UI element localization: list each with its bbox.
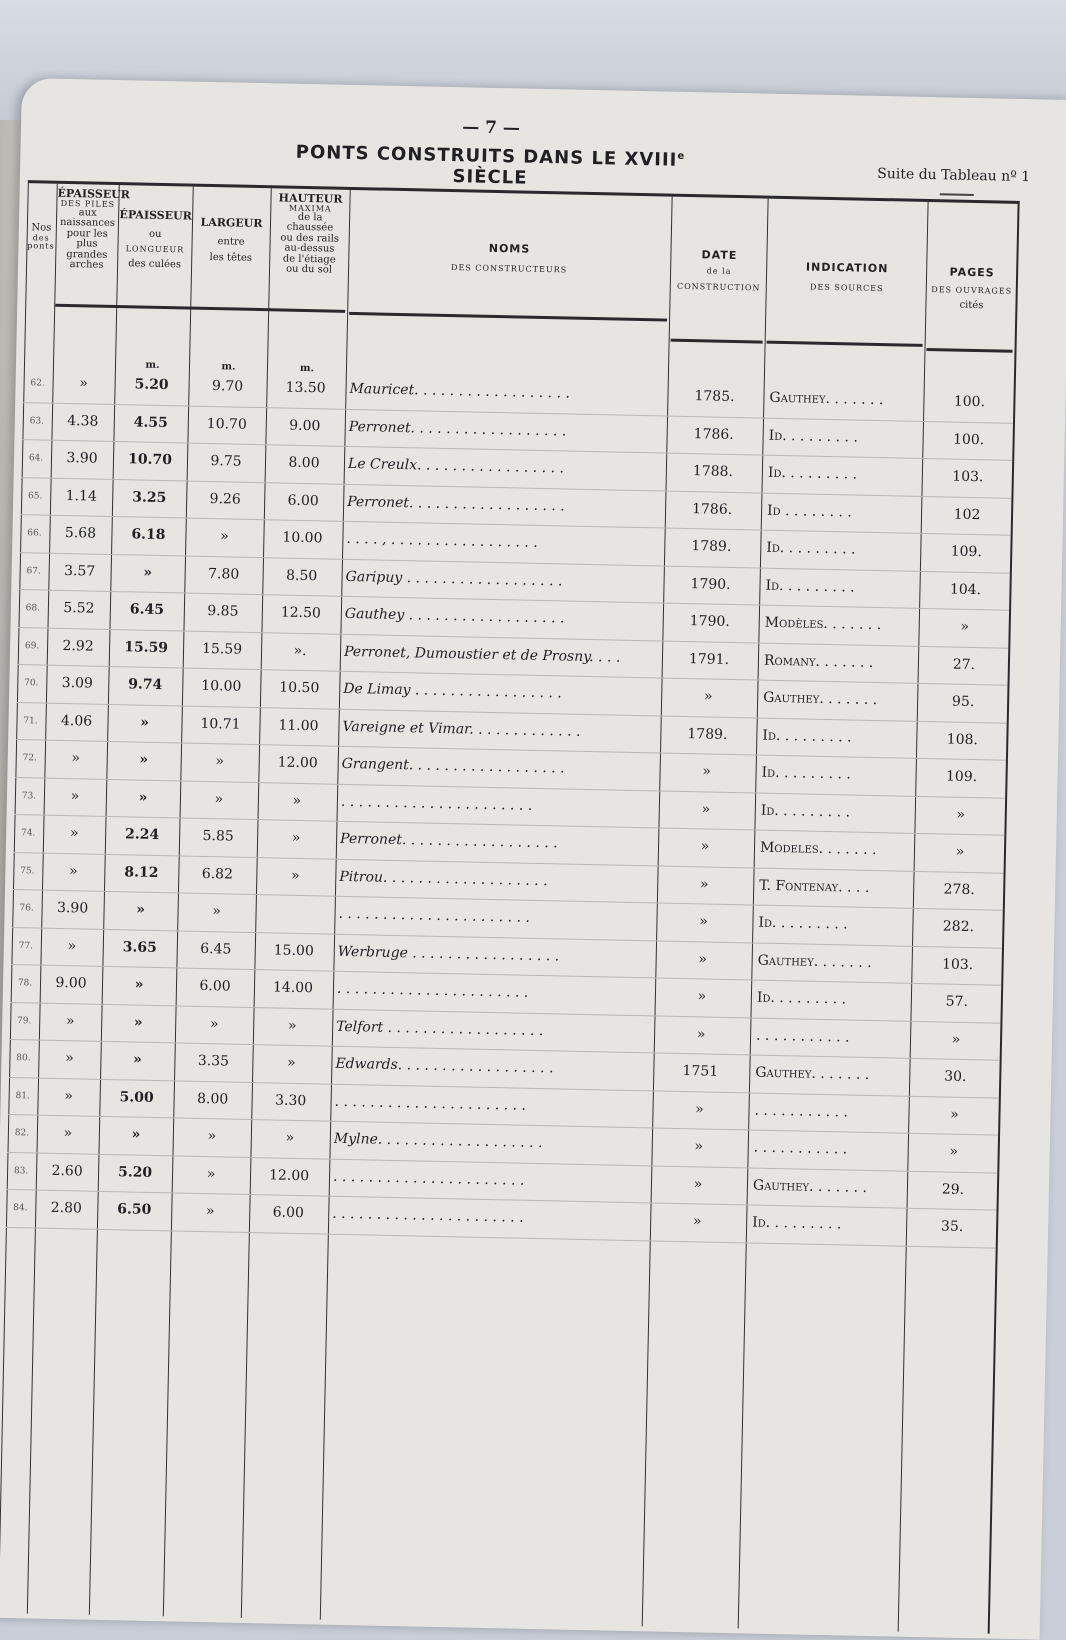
width-cell: » [212,903,222,920]
source-cell: Gauthey. . . . . . . [763,689,878,709]
header-width: LARGEUR entre les têtes [200,215,263,264]
width-cell: 9.85 [207,602,239,620]
construction-date-cell: 1786. [693,425,734,443]
page-reference-cell: 278. [943,880,975,898]
source-cell: . . . . . . . . . . . [754,1102,849,1121]
bridge-number: 68. [25,603,41,614]
page-reference-cell: 103. [952,468,984,486]
bridge-number: 72. [22,753,38,764]
height-cell: 14.00 [272,979,314,997]
abutment-thickness-cell: 10.70 [127,451,173,469]
header-number: Nos des ponts [27,222,55,251]
bridge-number: 81. [15,1090,30,1101]
source-cell: T. Fontenay. . . . [759,877,870,896]
page-reference-cell: 95. [951,693,975,711]
constructor-name-cell: Gauthey . . . . . . . . . . . . . . . . . . [344,605,565,627]
page-reference-cell: » [951,1031,961,1048]
constructor-name-cell: Perronet. . . . . . . . . . . . . . . . . . [347,493,565,514]
bridge-number: 73. [21,790,37,801]
width-cell: 10.71 [200,715,241,733]
height-cell: 15.00 [273,941,314,959]
abutment-thickness-cell: 6.50 [117,1201,152,1218]
page-reference-cell: 100. [952,431,985,448]
construction-date-cell: » [693,1175,703,1192]
bridge-number: 79. [16,1015,32,1026]
pier-thickness-cell: 3.90 [66,450,98,467]
page-reference-cell: 30. [943,1068,967,1085]
construction-date-cell: 1751 [682,1063,719,1080]
construction-date-cell: » [696,1025,706,1043]
construction-date-cell: » [699,913,708,930]
source-cell: . . . . . . . . . . . [755,1027,850,1046]
constructor-name-cell: Garipuy . . . . . . . . . . . . . . . . . . [345,568,563,589]
construction-date-cell: 1785. [694,388,735,405]
abutment-thickness-cell: » [131,1126,141,1143]
source-cell: Id. . . . . . . . . [761,764,851,783]
abutment-thickness-cell: 2.24 [124,826,160,844]
abutment-thickness-cell: » [139,714,150,731]
source-cell: Id. . . . . . . . . [765,577,855,596]
pier-thickness-cell: 4.38 [67,412,99,430]
constructor-name-cell: . . . . , . . . . . . . . . . . . . . . . . [346,530,538,551]
height-cell: » [285,1129,295,1146]
constructor-name-cell: . . . . . . . . . . . . . . . . . . . . . . [334,1093,527,1114]
construction-date-cell: 1791. [688,650,730,668]
source-cell: Romany. . . . . . . [763,652,874,671]
bridge-number: 74. [20,828,36,839]
width-cell: 6.45 [200,940,232,958]
construction-date-cell: » [701,800,711,818]
height-cell: 6.00 [272,1204,305,1222]
source-cell: Id. . . . . . . . . [768,427,859,446]
pier-thickness-cell: 1.14 [65,487,98,505]
bridge-number: 65. [27,490,43,502]
abutment-thickness-cell: 5.00 [119,1088,154,1106]
constructor-name-cell: Perronet, Dumoustier et de Prosny. . . . [343,643,621,666]
height-cell: 12.50 [280,604,322,622]
abutment-thickness-cell: » [132,1051,143,1068]
constructor-name-cell: Werbruge . . . . . . . . . . . . . . . . . [337,943,560,964]
height-cell [257,904,333,906]
height-cell: 3.30 [274,1092,307,1109]
abutment-thickness-cell: 3.25 [132,488,167,506]
header-height: HAUTEUR MAXIMA de la chaussée ou des rails au-dessus de l'étiage ou du sol [278,191,343,276]
source-cell: Id. . . . . . . . . [767,464,858,483]
page-reference-cell: 109. [950,543,983,561]
header-names: NOMS DES CONSTRUCTEURS [450,241,568,275]
abutment-thickness-cell: » [138,789,148,806]
height-cell: 6.00 [287,492,319,509]
height-cell: 10.50 [279,679,320,697]
construction-date-cell: » [698,950,708,968]
construction-date-cell: 1789. [687,725,728,743]
abutment-thickness-cell: » [136,901,146,918]
pier-thickness-cell: » [71,750,81,767]
width-cell: 10.70 [206,415,248,433]
height-cell: » [292,792,302,809]
pier-thickness-cell: » [67,937,77,954]
page-reference-cell: 103. [941,955,974,973]
bridge-number: 63. [29,415,45,427]
abutment-thickness-cell: 5.20 [117,1163,153,1181]
source-cell: Id. . . . . . . . . [758,914,848,933]
source-cell: Gauthey. . . . . . . [752,1177,868,1196]
pier-thickness-cell: » [79,375,89,392]
width-cell: » [209,1015,219,1032]
page-reference-cell: 102 [953,506,981,523]
page-reference-cell: » [955,843,965,860]
width-cell: » [214,790,224,807]
page-reference-cell: » [960,618,970,635]
page-reference-cell: 29. [941,1181,965,1198]
header-rule [767,341,923,347]
table-body [6,365,1014,1248]
width-cell: » [207,1128,217,1145]
constructor-name-cell: . . . . . . . . . . . . . . . . . . . . . . [338,905,531,926]
height-cell: 8.50 [285,567,318,584]
width-cell: 15.59 [201,640,243,658]
constructor-name-cell: Le Creulx. . . . . . . . . . . . . . . . . [347,455,565,477]
header-rule [926,348,1012,353]
ornament-rule [940,193,974,196]
height-cell: » [287,1017,297,1034]
pier-thickness-cell: 5.68 [64,524,97,542]
height-cell: 8.00 [288,454,320,472]
constructor-name-cell: Perronet. . . . . . . . . . . . . . . . . . [339,830,558,852]
source-cell: Id. . . . . . . . . [756,989,847,1008]
construction-date-cell: 1789. [691,538,732,555]
width-cell: 7.80 [207,565,240,583]
source-cell: Gauthey. . . . . . . [755,1064,870,1083]
construction-date-cell: 1788. [692,463,734,480]
width-cell: 6.82 [201,865,234,883]
bridge-number: 75. [20,865,35,876]
constructor-name-cell: Grangent. . . . . . . . . . . . . . . . . . [341,755,565,777]
pier-thickness-cell: » [70,787,80,804]
pier-thickness-cell: 3.09 [61,674,94,692]
constructor-name-cell: Mylne. . . . . . . . . . . . . . . . . . . [333,1130,543,1152]
source-cell: Gauthey. . . . . . . [757,952,872,971]
pier-thickness-cell: » [63,1125,73,1142]
construction-date-cell: 1790. [690,575,731,593]
construction-date-cell: » [703,688,713,705]
construction-date-cell: » [692,1213,702,1230]
bridge-number: 76. [19,903,34,914]
pier-thickness-cell: 2.60 [51,1162,83,1180]
bridge-number: 67. [26,565,41,577]
source-cell: . . . . . . . . . . . [753,1139,848,1158]
pier-thickness-cell: 4.06 [60,712,93,730]
height-cell: 11.00 [278,717,319,734]
width-cell: 10.00 [201,677,242,695]
width-cell: » [206,1165,216,1182]
width-cell: 3.35 [197,1052,230,1070]
page-reference-cell: 104. [949,581,982,598]
page-reference-cell: 35. [940,1218,964,1235]
abutment-thickness-cell: 4.55 [133,413,169,431]
constructor-name-cell: . . . . . . . . . . . . . . . . . . . . . . [332,1168,525,1189]
pier-thickness-cell: » [69,825,79,842]
header-rule [671,339,763,344]
pier-thickness-cell: 2.92 [62,637,94,655]
width-cell: 5.85 [202,827,234,845]
page-reference-cell: » [956,806,966,823]
source-cell: Id. . . . . . . . . [760,802,851,820]
abutment-thickness-cell: 3.65 [122,938,158,956]
bridge-number: 70. [24,678,39,689]
height-cell: ». [293,642,307,659]
constructor-name-cell: Mauricet. . . . . . . . . . . . . . . . . . [349,380,571,402]
pier-thickness-cell: 5.52 [63,599,95,617]
pier-thickness-cell: » [68,862,78,879]
page-reference-cell: 27. [952,656,976,673]
unit-label: m. [299,362,315,375]
table-continuation-label: Suite du Tableau nº 1 [877,165,1031,186]
abutment-thickness-cell: 6.45 [129,601,165,619]
header-rule [55,304,345,313]
bridge-number: 80. [16,1053,31,1064]
construction-date-cell: » [702,763,712,780]
height-cell: 12.00 [268,1166,310,1184]
header-pages: PAGES DES OUVRAGES cités [931,265,1013,312]
height-cell: 9.00 [289,417,321,434]
constructor-name-cell: Edwards. . . . . . . . . . . . . . . . . . [335,1055,554,1077]
constructor-name-cell: Telfort . . . . . . . . . . . . . . . . . . [336,1018,544,1039]
bridge-number: 69. [24,640,40,651]
width-cell: » [205,1203,215,1220]
abutment-thickness-cell: » [133,1014,143,1031]
abutment-thickness-cell: 6.18 [131,526,166,544]
constructor-name-cell: Vareigne et Vimar. . . . . . . . . . . . . [342,718,581,740]
page-reference-cell: » [949,1143,959,1160]
constructor-name-cell: Pitrou. . . . . . . . . . . . . . . . . . . [339,868,548,889]
book-page [0,78,1066,1640]
constructor-name-cell: . . . . . . . . . . . . . . . . . . . . . . [332,1205,524,1226]
bridge-number: 83. [13,1165,29,1176]
width-cell: 9.75 [210,453,242,470]
source-cell: Modeles. . . . . . . [759,839,877,859]
header-rule [349,312,667,322]
width-cell: » [219,528,229,545]
height-cell: 13.50 [285,379,326,397]
width-cell: 9.70 [211,378,244,395]
header-date: DATE de la CONSTRUCTION [676,248,761,293]
constructor-name-cell: . . . . . . . . . . . . . . . . . . . . . . [340,793,533,814]
bridge-number: 77. [18,940,34,951]
page-reference-cell: 108. [946,731,979,748]
construction-date-cell: » [694,1138,704,1155]
abutment-thickness-cell: » [139,751,149,768]
abutment-thickness-cell: 15.59 [124,638,169,656]
unit-label: m. [221,361,236,373]
pier-thickness-cell: 3.57 [63,562,96,580]
header-pier-thickness: ÉPAISSEUR DES PILES aux naissances pour les plus grandes arches [57,186,131,272]
abutment-thickness-cell: 5.20 [134,376,169,394]
page-reference-cell: » [950,1106,959,1123]
height-cell: » [286,1054,296,1071]
source-cell: Id. . . . . . . . . [766,539,856,558]
bridge-number: 71. [23,715,38,726]
bridge-number: 66. [27,528,42,539]
page-reference-cell: 109. [945,768,978,786]
bridge-number: 82. [14,1128,30,1139]
pier-thickness-cell: » [65,1012,75,1029]
pier-thickness-cell: » [65,1050,74,1067]
construction-date-cell: » [697,988,707,1005]
construction-date-cell: 1790. [689,613,730,630]
construction-date-cell: » [699,875,709,893]
pier-thickness-cell: 2.80 [50,1199,83,1217]
pier-thickness-cell: 3.90 [56,899,89,917]
abutment-thickness-cell: » [143,564,153,581]
constructor-name-cell: Perronet. . . . . . . . . . . . . . . . . . [348,418,567,439]
page-reference-cell: 100. [953,393,986,411]
page-number: — 7 — [462,117,521,139]
bridge-number: 78. [17,978,33,989]
bridge-number: 64. [28,453,44,464]
height-cell: » [291,829,301,846]
source-cell: Id. . . . . . . . . [752,1214,842,1233]
width-cell: » [215,753,225,770]
page-reference-cell: 282. [942,918,975,936]
header-abutment-thickness: ÉPAISSEUR ou LONGUEUR des culées [119,208,192,271]
source-cell: Id. . . . . . . . . [762,727,852,746]
source-cell: Id . . . . . . . . [766,502,853,520]
pier-thickness-cell: 9.00 [55,974,87,992]
height-cell: 12.00 [277,754,318,772]
bridge-number: 62. [30,378,45,389]
pier-thickness-cell: » [64,1087,74,1104]
bridge-number: 84. [13,1203,28,1214]
constructor-name-cell: . . . . . . . . . . . . . . . . . . . . . . [336,980,529,1001]
bridges-table [0,180,1020,1633]
source-cell: Modèles. . . . . . . [764,614,882,634]
unit-label: m. [145,359,160,371]
abutment-thickness-cell: 8.12 [124,863,159,881]
constructor-name-cell: De Limay . . . . . . . . . . . . . . . . . [343,680,562,702]
width-cell: 8.00 [196,1090,229,1108]
height-cell: 10.00 [282,529,323,547]
width-cell: 9.26 [209,490,241,508]
abutment-thickness-cell: 9.74 [128,676,163,694]
width-cell: 6.00 [199,977,231,995]
abutment-thickness-cell: » [134,976,144,993]
construction-date-cell: 1786. [691,500,733,518]
source-cell: Gauthey. . . . . . . [769,389,884,409]
construction-date-cell: » [695,1100,705,1118]
height-cell: » [290,867,300,884]
page-reference-cell: 57. [945,993,969,1011]
header-sources: INDICATION DES SOURCES [805,260,889,293]
construction-date-cell: » [700,838,710,855]
page-title: PONTS CONSTRUITS DANS LE XVIIIe SIÈCLE [295,141,686,189]
